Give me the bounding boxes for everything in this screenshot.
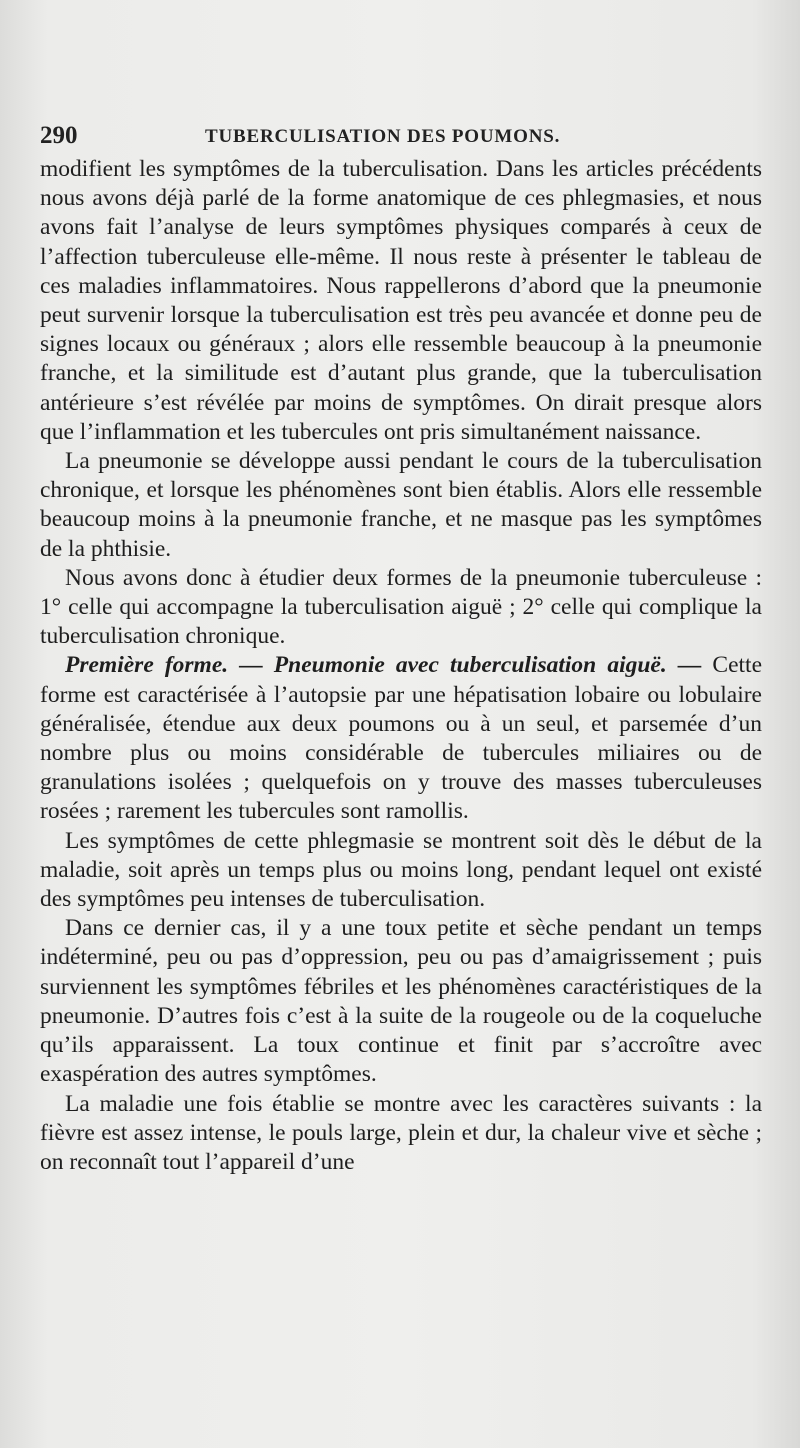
paragraph-6: Dans ce dernier cas, il y a une toux petite et sèche pendant un temps indéterminé, peu ou pas d’oppression, peu ou pas d’amaigrissement ; puis surviennent les symptômes fébriles et les phénomènes caractéristiques de la pneumonie. D’autres fois c’est à la suite de la rougeole ou de la coqueluche qu’ils apparaissent. La toux continue et finit par s’accroître avec exaspération des autres symptômes. [40,915,762,1088]
paragraph-first-form [40,651,762,826]
page-number: 290 [40,122,78,149]
paragraph-3: Nous avons donc à étudier deux formes de la pneumonie tuberculeuse : 1° celle qui accompagne la tuberculisation aiguë ; 2° celle qui complique la tuberculisation chronique. [40,564,762,650]
first-form-heading: Première forme. — Pneumonie avec tuberculisation aiguë. — [65,652,702,679]
first-form-text: Cette forme est caractérisée à l’autopsie par une hépatisation lobaire ou lobulaire généralisée, étendue aux deux poumons ou à un seul, et parsemée d’un nombre plus ou moins considérable de tubercules miliaires ou de granulations isolées ; quelquefois on y trouve des masses tuberculeuses rosées ; rarement les tubercules sont ramollis. [40,652,763,825]
running-title: TUBERCULISATION DES POUMONS. [205,126,561,147]
paragraph-5: Les symptômes de cette phlegmasie se montrent soit dès le début de la maladie, soit après un temps plus ou moins long, pendant lequel ont existé des symptômes peu intenses de tuberculisation. [40,827,762,913]
page-header [40,122,760,152]
paragraph-1: modifient les symptômes de la tuberculisation. Dans les articles précédents nous avons déjà parlé de la forme anatomique de ces phlegmasies, et nous avons fait l’analyse de leurs symptômes physiques comparés à ceux de l’affection tuberculeuse elle-même. Il nous reste à présenter le tableau de ces maladies inflammatoires. Nous rappellerons d’abord que la pneumonie peut survenir lorsque la tuberculisation est très peu avancée et donne peu de signes locaux ou généraux ; alors elle ressemble beaucoup à la pneumonie franche, et la similitude est d’autant plus grande, que la tuberculisation antérieure s’est révélée par moins de symptômes. On dirait presque alors que l’inflammation et les tubercules ont pris simultanément naissance. [40,156,762,445]
paragraph-7: La maladie une fois établie se montre avec les caractères suivants : la fièvre est assez intense, le pouls large, plein et dur, la chaleur vive et sèche ; on reconnaît tout l’appareil d’une [40,1090,762,1175]
paragraph-2: La pneumonie se développe aussi pendant le cours de la tuberculisation chronique, et lorsque les phénomènes sont bien établis. Alors elle ressemble beaucoup moins à la pneumonie franche, et ne masque pas les symptômes de la phthisie. [40,448,762,562]
body-text [40,155,762,1177]
